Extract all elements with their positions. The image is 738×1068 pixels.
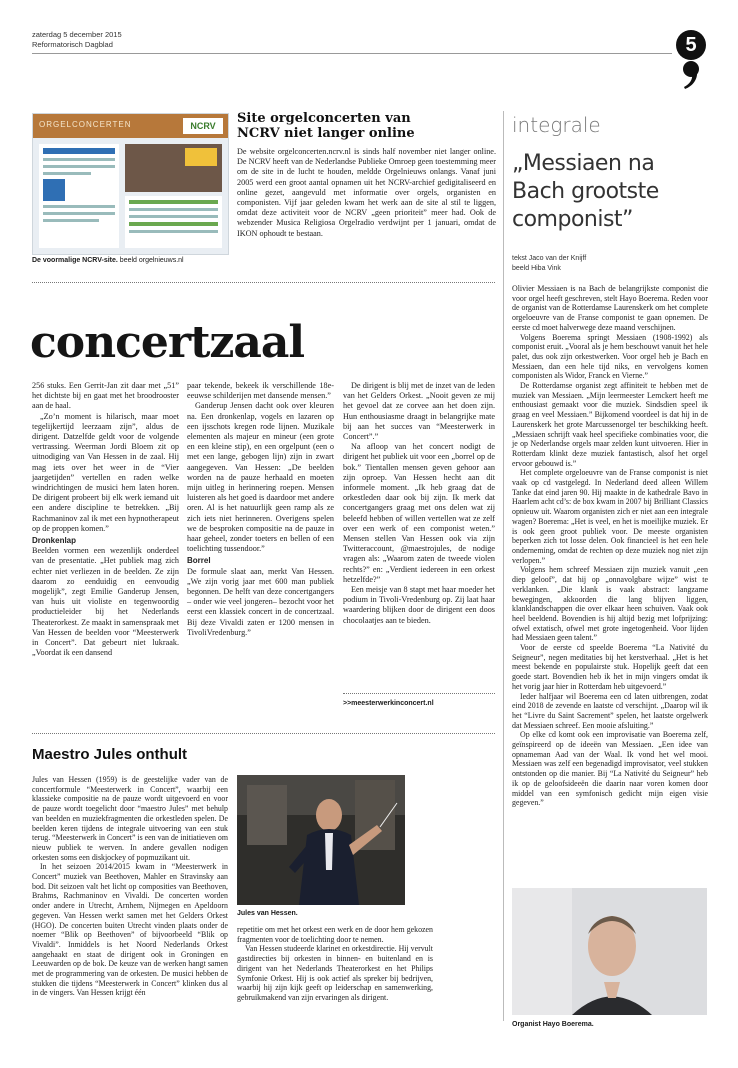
paragraph: Ganderup Jensen dacht ook over kleuren na. Een dronkenlap, vogels en lazaren op een ijsschots kregen rode lijnen. Muzikale elementen als majeur en mineur (een grote en een kleine stip), en een orgelpunt (een o met een lange, gebogen lijn) zijn in zwart aangegeven. Van Hessen: „De beelden worden na de pauze herhaald en moeten mijn uitleg in herinnering roepen. Mensen luisteren als het goed is daardoor met andere oren. Al is het natuurlijk geen ramp als ze zich iets niet herinneren. Overigens spelen we de besproken compositie na de pauze in haar geheel, zonder toeters en bellen of een toelichting tussendoor.” bbox=[187, 401, 334, 554]
divider-top bbox=[32, 282, 495, 283]
concertzaal-col2 bbox=[187, 381, 334, 638]
jules-photo-caption bbox=[237, 909, 298, 918]
paragraph: paar tekende, bekeek ik verschillende 18e-eeuwse schilderijen met dansende mensen.” bbox=[187, 381, 334, 401]
screenshot-right-panel bbox=[125, 196, 222, 248]
divider-middle bbox=[32, 733, 495, 734]
header-paper: Reformatorisch Dagblad bbox=[32, 40, 113, 49]
header-rule bbox=[32, 53, 672, 54]
comma-logo-icon bbox=[676, 60, 706, 90]
ncrv-site-screenshot bbox=[32, 113, 229, 255]
paragraph: De Rotterdamse organist zegt affiniteit te hebben met de muziek van Messiaen. „Mijn leermeester Lemckert heeft me enthousiast gemaakt voor die muziek. Sindsdien speel ik graag en veel Messiaen.” Bijkomend voordeel is dat hij in de Laurenskerk het grote Marcussenorgel ter beschikking heeft. „Messiaen schrijft vaak heel specifieke combinaties voor, die je op Nederlandse orgels maar zelden kunt uitvoeren. Hier in Rotterdam klinkt deze muziek fantastisch, alsof het orgel ervoor gebouwd is.” bbox=[512, 381, 708, 468]
column-divider bbox=[503, 111, 504, 1021]
link-divider bbox=[343, 693, 495, 694]
paragraph: „Zo’n moment is hilarisch, maar moet tegelijkertijd leerzaam zijn”, aldus de dirigent. Datzelfde geldt voor de volgende vertrassing. Weerman Jordi Bloem zit op uitnodiging van Van Hessen in de zaal. Hij mag iets over het weer in de “Vier jaargetijden” vertellen en raden welke windrichtingen de musici hem laten horen. De dirigent probeert bij elk werk iemand uit een andere discipline te betrekken. „Bij Rachmaninov zal ik met een hypnotherapeut op de proppen komen.” bbox=[32, 411, 179, 533]
paragraph: Na afloop van het concert nodigt de dirigent het publiek uit voor een „borrel op de bok.” Tientallen mensen geven gehoor aan zijn oproep. Van Hessen hecht aan dit informele moment. „Ik heb graag dat de orkestleden daar ook bij zijn. Ik merk dat concertgangers graag met ons delen wat zij beleefd hebben of willen vertellen wat ze zelf over een werk of een componist weten.” Mensen stellen Van Hessen ook via zijn Twitteraccount, @maestrojules, de nodige vragen als: „Waarom zaten de tweede violen rechts?” en: „Verdient iedereen in een orkest hetzelfde?” bbox=[343, 442, 495, 584]
screenshot-heading-bar bbox=[43, 148, 115, 154]
page-number: 5 bbox=[676, 30, 706, 60]
screenshot-title: ORGELCONCERTEN bbox=[39, 120, 132, 129]
paragraph: Olivier Messiaen is na Bach de belangrijkste componist die voor orgel heeft geschreven, stelt Hayo Boerema. Reden voor de organist van de Rotterdamse Laurenskerk om het complete orgeloeuvre van de Franse componist te gaan opnemen. De eerste cd moet halverwege deze maand verschijnen. bbox=[512, 284, 708, 332]
paragraph: Van Hessen studeerde klarinet en orkestdirectie. Hij vervult gastdirecties bij orkesten in binnen- en buitenland en is dirigent van het Nederlands Theaterorkest en het Philips Symfonie Orkest. Hij is ook actief als spreker bij bedrijven, waarbij hij zijn kijk geeft op leiderschap en samenwerking, gebruikmakend van zijn ervaringen als dirigent. bbox=[237, 944, 433, 1002]
jules-van-hessen-photo bbox=[237, 775, 405, 905]
paragraph: In het seizoen 2014/2015 kwam in “Meesterwerk in Concert” muziek van Beethoven, Mahler en Stravinsky aan bod. Dit seizoen valt het licht op composities van Beethoven, Brahms, Rachmaninov en Vivaldi. De concerten worden onder andere in Utrecht, Arnhem, Nijmegen en Apeldoorn gegeven. Van Hessen werkt samen met het Gelders Orkest (HGO). De concerten buiten Utrecht vinden plaats onder de noemer “Blik op Beethoven” of bijvoorbeeld “Blik op Vivaldi”. Inmiddels is het Noord Nederlands Orkest aangehaakt en staat de dirigent ook in Groningen en Leeuwarden op de bok. De keuze van de werken hangt samen met de programmering van de orkesten. De musici hebben de stukken die tijdens “Meesterwerk in Concert” klinken dus al in de vingers. Van Hessen krijgt één bbox=[32, 862, 228, 998]
screenshot-left-panel bbox=[39, 144, 119, 248]
paragraph: Ieder halfjaar wil Boerema een cd laten uitbrengen, zodat eind 2018 de zevende en laatste cd verschijnt. „Daarop wil ik het “Livre du Saint Sacrement” spelen, het laatste orgelwerk dat Messiaen schreef. Een mooie afsluiting.” bbox=[512, 691, 708, 730]
subheading: Borrel bbox=[187, 556, 211, 566]
paragraph: Het complete orgeloeuvre van de Franse componist is niet vaak op cd vastgelegd. In Nederland deed alleen Willem Tanke dat eind jaren 90. Hij maakte in de kathedrale Bavo in Haarlem acht cd’s: de box kwam in 2007 bij Brilliant Classics opnieuw uit. Waarom organisten zich er niet aan een integrale wagen? Boerema: „Het is veel, en het is moeilijke muziek. Er is ook geen groot publiek voor. De meeste organisten beperken zich tot losse delen. Ook financieel is het een hele onderneming, omdat de rechten op deze muziek nog niet zijn verlopen.” bbox=[512, 468, 708, 565]
integrale-kicker: integrale bbox=[512, 113, 601, 137]
byline-text: tekst Jaco van der Knijff bbox=[512, 255, 587, 262]
ncrv-headline: Site orgelconcerten van NCRV niet langer online bbox=[237, 111, 415, 141]
paragraph: repetitie om met het orkest een werk en de door hem gekozen fragmenten voor de toelichting door te nemen. bbox=[237, 925, 433, 944]
screenshot-logo bbox=[183, 118, 223, 134]
hayo-photo-caption bbox=[512, 1020, 594, 1029]
jules-photo-caption-text: Jules van Hessen. bbox=[237, 910, 298, 917]
header-date: zaterdag 5 december 2015 bbox=[32, 30, 122, 39]
hayo-photo-caption-text: Organist Hayo Boerema. bbox=[512, 1021, 594, 1028]
maestro-col1 bbox=[32, 775, 228, 998]
integrale-title: „Messiaen na Bach grootste componist” bbox=[512, 151, 659, 232]
meesterwerk-link[interactable]: >>meesterwerkinconcert.nl bbox=[343, 700, 434, 707]
maestro-col2 bbox=[237, 925, 433, 1003]
screenshot-organ-image bbox=[125, 144, 222, 192]
ncrv-caption bbox=[32, 256, 227, 265]
ncrv-body bbox=[237, 147, 496, 239]
paragraph: Op elke cd komt ook een improvisatie van Boerema zelf, geïnspireerd op de ideeën van Messiaen. „Een idee van opnameman Aad van der Waal. Ik vond het wel mooi. Messiaen was zelf een begenadigd improvisator, veel stukken ontstonden op die manier. Bij “La Nativité du Seigneur” heb ik op de geloofsideeën die daarin naar voren komen door middel van een symfonisch gedicht mijn eigen visie gegeven.” bbox=[512, 730, 708, 808]
screenshot-theme-box bbox=[185, 148, 217, 166]
byline-photo: beeld Hiba Vink bbox=[512, 265, 561, 272]
paragraph: Beelden vormen een wezenlijk onderdeel van de presentatie. „Het publiek mag zich echter niet verliezen in de beelden. Ze zijn daarom zo eenduidig en eenvoudig mogelijk”, zegt Emilie Ganderup Jensen, van huis uit violiste en tegenwoordig productieleider bij het Nederlands Theaterorkest. Ze maakt in samenspraak met Van Hessen de beelden voor “Meesterwerk in Concert”. Dat gebeurt niet lukraak. „Voordat ik een dansend bbox=[32, 546, 179, 658]
paragraph: Een meisje van 8 stapt met haar moeder het podium in Tivoli-Vredenburg op. Zij laat haar waardering blijken door de dirigent een doos chocolaatjes aan te bieden. bbox=[343, 585, 495, 625]
screenshot-logo-text: NCRV bbox=[190, 121, 216, 131]
ncrv-body-text: De website orgelconcerten.ncrv.nl is sinds half november niet langer online. De NCRV heeft van de Nederlandse Publieke Omroep geen toestemming meer om de site in de lucht te houden, meldde Orgelnieuws onlangs. Vanaf juni 2005 werd een groot aantal opnamen uit het NCRV-archief gedigitaliseerd en online gezet, aangevuld met informatie over orgels, organisten en componisten. Vijf jaar geleden kwam het werk aan de site al stil te liggen, omdat deze activiteit voor de NCRV „geen prioriteit” meer had. Ook de webzender Musica Religiosa Orgelradio verdwijnt per 1 januari, omdat de IKON ophoudt te bestaan. bbox=[237, 147, 496, 238]
paragraph: De formule slaat aan, merkt Van Hessen. „We zijn vorig jaar met 600 man publiek begonnen. De helft van deze concertgangers – onder wie veel jongeren– bezocht voor het eerst een klassiek concert in de concertzaal. Bij deze Vivaldi zaten er 1200 mensen in TivoliVredenburg.” bbox=[187, 566, 334, 637]
paragraph: Voor de eerste cd speelde Boerema “La Nativité du Seigneur”, negen meditaties bij het kerstverhaal. „Het is het meest bekende en populairste stuk. Hopelijk geeft dat een goede start. Bovendien heb ik het in mijn vingers omdat ik het vorig jaar hier in Rotterdam heb uitgevoerd.” bbox=[512, 643, 708, 691]
paragraph: 256 stuks. Een Gerrit-Jan zit daar met „51” het dichtste bij en gaat met het broodrooster aan de haal. bbox=[32, 381, 179, 411]
screenshot-play-icon bbox=[43, 179, 65, 201]
integrale-byline bbox=[512, 254, 586, 274]
section-title: concertzaal bbox=[30, 317, 305, 368]
ncrv-caption-credit: beeld orgelnieuws.nl bbox=[119, 257, 184, 264]
paragraph: Volgens Boerema springt Messiaen (1908-1992) als componist eruit. „Vooral als je hem beschouwt vanuit het hele palet, dus ook zijn orkestwerken. Voor orgel heb je Bach en Messiaen, dan een hele tijd niks, en vervolgens komen componisten als Widor, Franck en Vierne.” bbox=[512, 332, 708, 381]
concertzaal-col1 bbox=[32, 381, 179, 658]
subheading: Dronkenlap bbox=[32, 536, 77, 546]
integrale-body bbox=[512, 284, 708, 808]
paragraph: Jules van Hessen (1959) is de geestelijke vader van de concertformule “Meesterwerk in Concert”, waarbij een klassieke compositie na de pauze wordt uitgevoerd en voor de pauze wordt toegelicht door “maestro Jules” met behulp van beelden en muziekfragmenten die orkestleden spelen. De beelden keren tijdens de integrale uitvoering van een stuk terug. “Meesterwerk in Concert” is een van de initiatieven om nieuw publiek te werven. In andere gevallen nodigen orkesten soms een diskjockey of popmuzikant uit. bbox=[32, 775, 228, 862]
paragraph: Volgens hem schreef Messiaen zijn muziek vanuit „een diep geloof”, dat hij op „onnavolgbare wijze” wist te verklanken. „Die klank is vaak abstract: langzame bewegingen, akkoorden die lang blijven liggen, klanklandschappen die over elkaar heen schuiven. Vaak ook heel beeldend. Bovendien is hij altijd bezig met lofprijzing: ofwel extatisch, ofwel met grote ingetogenheid. Voor lijden had Messiaen geen talent.” bbox=[512, 565, 708, 643]
ncrv-caption-bold: De voormalige NCRV-site. bbox=[32, 257, 118, 264]
concertzaal-col3 bbox=[343, 381, 495, 626]
paragraph: De dirigent is blij met de inzet van de leden van het Gelders Orkest. „Nooit geven ze mij het gevoel dat ze corvee aan het doen zijn. Hun enthousiasme draagt in belangrijke mate bij aan het succes van “Meesterwerk in Concert”.” bbox=[343, 381, 495, 442]
maestro-headline: Maestro Jules onthult bbox=[32, 746, 188, 763]
page-header bbox=[32, 30, 122, 50]
hayo-boerema-photo bbox=[512, 888, 707, 1015]
